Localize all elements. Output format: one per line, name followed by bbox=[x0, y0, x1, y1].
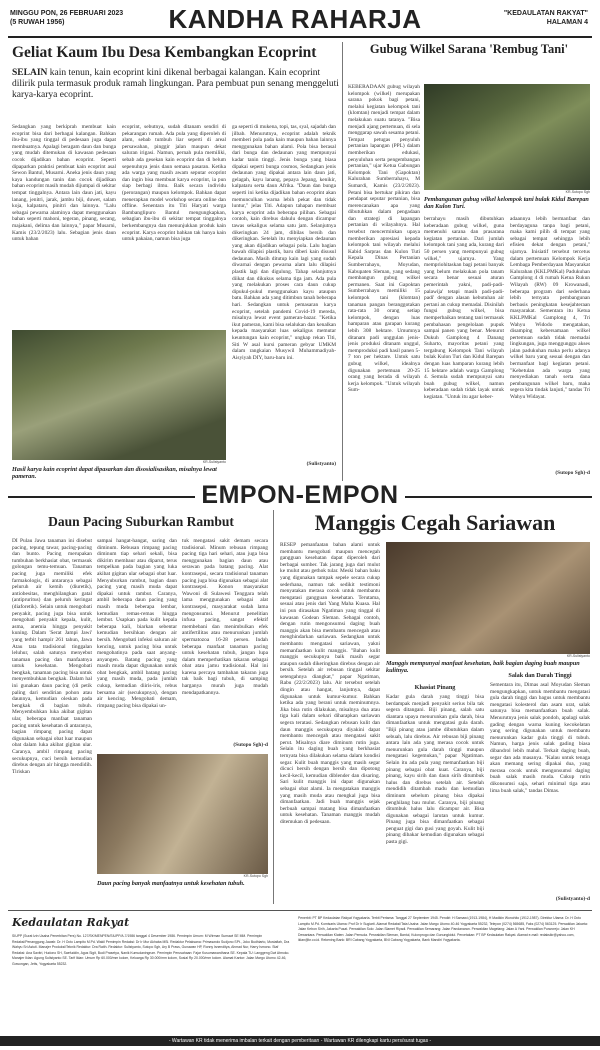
masthead-date-block bbox=[10, 9, 123, 27]
article3-column-1: DI Pulau Jawa tanaman ini disebut pacing, tepung tawar, pacing-pacing dan bunto. Pacing merupakan tumbuhan berkhasiat obat, termasuk golongan temu-temuan. Tanaman pacing juga memiliki efek farmakologis, di antaranya sebagai peluruh air kemih (diuretik), antiobesitas, menghilangkan gatal (antipruritus) dan peluruh keringat (diaforetik). Selain untuk mengobati penyakit, pacing juga bisa untuk mengobati penyakit kepala, kulit, asma, anemia hingga penyakit kuning. Dalam 'Serat Jampi Jawi' yang terbit hampir 261 tahun, Jawa Atau tata tradisional tinggalan leluhur, salah satunya menyebut tanaman pacing dan manfaatnya untuk kesehatan. Mengobati bengkak, tanaman pacing bisa untuk menyembuhkan bengkak. Dalam hal ini gunakan daun pacing (di petik paling dari sendirian pohon atau daunnya, kemudian oleskan pada bengkak di bagian tubuh. Menyembuhkan luka akibat gigitan ular, beberapa manfaat tanaman pacing untuk kesehatan di antaranya, bagian rimpang pacing dapat digunakan sebagai obat luar maupun obat dalam luka akibat gigitan ular. Caranya, ambil rimpang pacing secukupnya, cuci bersih kemudian direbus dengan air hingga mendidih. Tiriskan bbox=[12, 538, 92, 775]
masthead-hijri: (5 RUWAH 1956) bbox=[10, 19, 65, 26]
imprint-right: Penerbit: PT BP Kedaulatan Rakyat Yogyakarta. Terbit Pertama: Tanggal 27 September 1945. Pendiri: H Samawi (1913-1984), H Madikin Wonohito (1912-1987). Direktur Utama: Dr. H Octo Lampito M.Pd. Komisaris Utama: Prof Dr Ir Sugiarti. Alamat Redaksi/Tata Usaha: Jalan Margo Utomo 40-46 Yogyakarta 55232, Telepon (0274) 565685, Faks (0274) 563125. Perwakilan Jakarta: Jalan Kebon Sirih, Jakarta Pusat. Perwakilan Solo: Jalan Slamet Riyadi. Perwakilan Semarang: Jalan Pandanaran. Perwakilan Magelang: Jalan A Yani. Perwakilan Purworejo: Jalan KH Dewantara. Perwakilan Klaten: Jalan Pemuda. Perwakilan Sleman, Bantul, Kulonprogo dan Gunungkidul. Percetakan: PT BP Kedaulatan Rakyat. Alamat e-mail: redaksikr@yahoo.com, iklan@kr.co.id. Rekening Bank: BRI Cabang Yogyakarta, BNI Cabang Yogyakarta, Bank Mandiri Yogyakarta. bbox=[298, 916, 588, 943]
masthead-page: HALAMAN 4 bbox=[546, 19, 588, 26]
article4-headline: Manggis Cegah Sariawan bbox=[314, 510, 556, 535]
imprint-left: SIUPP (Surat Izin Usaha Penerbitan Pers) No. 127/SK/MENPEN/SIUPP/A.7/1986 tanggal 4 Desember 1986. Pemimpin Umum: M Wirman Sumawi SE MM. Pemimpin Redaksi/Penanggung Jawab: Dr. H Octo Lampito M.Pd. Wakil Pemimpin Redaksi: Dr Ir Mur Akhaba MSi. Redaktur Pelaksana: Primaswolo Sudjono SPt., Joko Budhiarto, Mustafiah, Dra Wahyu Sri Astuti. Manajer Produksi/Teknik Redaktur: Dra Ratih. Redaktur: Sulistyanto, Sutopo Sgh, Ary B Prass, Gunawan HP, Ronny Isnenditya, Ahmad Nur, Harry Ismono. Staf Redaksi: Ana Savitri, Hudono SH, Saefuddin, Agus Sigit, Budi Prasetya, Nanik Kumudaningrum. Pemimpin Perusahaan: Fajar Kusumawardhana SE. Kepala TU: Langgeng Dwi Atmoko. Manajer Iklan: Agung Sulistyanto SE. Tarif Iklan: Umum Rp 60.000/mm kolom, Keluarga Rp 30.000/mm kolom, Sosial Rp 20.000/mm kolom. Alamat Kantor: Jalan Margo Utomo 42-46, Gowongan, Jetis, Yogyakarta 55232. bbox=[12, 934, 290, 966]
article4-caption: Manggis mempunyai manfaat kesehatan, baik bagian daging buah maupun kulitnya. bbox=[386, 660, 580, 675]
article3-caption: Daun pacing banyak manfaatnya untuk kesehatan tubuh. bbox=[97, 880, 245, 887]
article1-column-2: ecoprint, sebutnya, sudah ditanam sendiri di pekarangan rumah. Ada pula yang diperoleh di alam, sebab tumbuh liar seperti di areal persawahan, pinggir jalan maupun dekat saluran irigasi. Namun, pernah pula memiliki, sebab ada gesekan kain ecoprint dan di belum sepenuhnya jenis daun semasa pasaran. Ketika ada warga yang masih awam seputar ecoprint dan ingin bisa membuat karya ecoprint, ia pun siap berbagi ilmu. Baik secara individu (perorangan) maupun kelompok. Bahkan dapat menerapkan model workshop secara online dan offline. Senentara itu Titi Haryati warga Bambanglipuro Bantul mengungkapkan, sebagian ibu-ibu di sekitar tempat tinggalnya berkembangnya dan menunjukkan produk kain ecoprint. Karya ecoprint bahkan tak hanya kain untuk pakaian, namun bisa juga bbox=[122, 124, 226, 243]
article1-photo bbox=[12, 330, 226, 460]
masthead-title: KANDHA RAHARJA bbox=[168, 4, 422, 34]
article3-column-3: tuk mengatasi sakit demam secara tradisional. Minum rebusan rimpang pacing tiga hari sehari, atau juga bisa menggunakan bagian daun atau serawan pada batang pacing. Alat kontrasepsi, secara tradisional tanaman pacing juga bisa digunakan sebagai alat kontrasepsi. Konon masyarakat Wawoni di Sulawesi Tenggara telah lama menggunakan sebagai alat kontrasepsi, masyarakat sudah lama mengonsumsi. Menurut penelitian infusa pacing, sangat efektif membebani dan menimbulkan efek antifertilitas atau menurunkan jumlah spermatozoa 16-28 persen. Indah beberapa manfaat tanaman pacing untuk kesehatan tubuh, jangan lupa dalam memperhatikan takaran sebagai obat atau jamu tradisional. Hal ini karena percaya tambahan takaran juga tak baik bagi tubuh, di samping harganya murah juga mudah mendapatkannya. bbox=[182, 538, 268, 696]
article4-photo-credit: KR-Sulistyanto bbox=[566, 654, 590, 658]
section-banner: EMPON-EMPON bbox=[195, 481, 404, 509]
article1-column-1: Sedangkan yang berkiprah membuat kain ecoprint bisa dari berbagai kalangan. Bahkan ibu-ibu yang tinggal di pedesaan juga dapat membuatnya. Apalagi beragam daun dan bunga yang mudah ditemukan di kawasan pedesaan cocok dijadikan bahan ecoprint. Seperti dipaparkan praktisi pembuat kain ecoprint asal Sewon Bantul, Musarni. Aneka jenis daun yang kaya kandungan tanin dan cocok dijadikan bahan ecoprint masih mudah dijumpai di sekitar tempat tinggalnya. Antara lain daun jati, kayu lanang, jenitri, jarak, jambu biji, duwet, salam koja, kalpataru, pinitri dan lainnya. "Lalu sebagai pewarna alaminya dapat menggunakan bahan seperti mahoni, tegeran, pinang, secang, majakani, delima dan lainnya," papar Musarni, Kamis (23/2/2023) lalu. Sebagian jenis daun untuk bahan bbox=[12, 124, 116, 243]
article3-byline: (Sutopo Sgh)-d bbox=[233, 742, 268, 748]
article1-lead-kicker: SELAIN bbox=[12, 68, 48, 78]
article4-subhead-salak: Salak dan Darah Tinggi bbox=[508, 672, 572, 679]
article4-photo bbox=[386, 542, 590, 654]
article4-column-3: Sementara itu, Dimas asal Moyudan Sleman mengungkapkan, untuk membantu mengatasi gula darah tinggi dan bagus untuk membantu mengatasi kolesterol dan asam urat, salak satunya bisa memanfaatkan buah salak. Menurutnya jenis salak pondoh, apalagi salak gading dengan warna kuning kecokelatan yang sering digunakan untuk membantu menurunkan kadar gula tinggi di tubuh. Namun, harga jenis salak gading biasa dibandrol lebih mahal. Terkait daging buah, segar dan ada masanya. "Kalau untuk tenaga akan memang sering dipakai dua, yang merasa cocok untuk mengonsumsi daging buah salak masih muda. Cukup rutin dikonsumsi saja, sehari minimal tiga atau lima buah salak," tandas Dimas. bbox=[490, 682, 590, 794]
section-banner-wrap bbox=[0, 482, 600, 508]
article3-photo bbox=[97, 754, 268, 874]
article2-column-3: adaannya lebih bermanfaat dan berdayaguna tanpa bagi petani, maka kami pilih di tempat yang sebagai tempat sehingga lebih efisien dekat dengan petani," ujarnya. Inisiatif tersebut tercetus dalam pertemuan Kelompok Kerja Lembaga Pemberdayaan Masyarakat Kalurahan (KKLPMKal) Padukuhan Gamplong 4 di rumah Ketua Rukun Wilayah (RW) 09 Krowanadi, beberapa program dari sederhana lebih ternyata pembangunan berbasis peningkatan kesejahteraan masyarakat. Sementara itu Ketua KKLPMKal Gamplong 4, Tri Wahyu Widodo mengatakan, disamping kebersamaan wilkel pertemuan sudah tidak memadai lingkungan, juga menggunggu akses jalan padukuhan maka perlu adanya wilkel baru yang sesuai dengan dan bermanfaat bagi kegiatan petani. "Kebetulan ada warga yang menyediakan tanah serta dana pembangunan wilkel baru, maka segera kita tindak lanjuti," tandas Tri Wahyu Widayat. bbox=[510, 216, 590, 401]
article2-headline: Gubug Wilkel Sarana 'Rembug Tani' bbox=[369, 42, 569, 56]
article4-column-1: RESEP pemanfaatan bahan alami untuk membantu mengobati maupun mencegah gangguan kesehatan dapat diperoleh dari berbagai sumber. Tak jarang juga dari mulut ke mulut atau gethok tular. Meski bahan baku yang digunakan tampak sepele secara cukup sederhana, namun tak sedikit testimoni menyatakan merasa cocok untuk membantu mengatasi gangguan kesehatan. Terutama, sesuai atau jenis dari Yang Maha Kuasa. Hal ini pun dirasakan Ngatiman yang tinggal di kawasan Godean Sleman. Sebagai contoh, dengan rutin mengonsumsi daging buah manggis akan bisa membantu mencegah atau menghindarkan sariawan. Sedangkan untuk membantu mengatasi sariawan, yakni memanfaatkan kulit manggis. "Bahan kulit manggis secukupnya baik masih segar ataupun sudah dikeringkan direbus dengan air bersih. Setelah air rebusan tinggal sekitar setengahnya diangkat," papar Ngatiman, Rabu (22/2/2023) lalu. Air tersebut setelah dingin atau hangat, lanjutnya, dapat digunakan untuk kumur-kumur. Bahkan ketika ada yang berani untuk meminumnya. Jika bisa rutin dilakukan, misalnya dua atau tiga kali dalam sehari diharapkan sariawan segera teratasi. Sedangkan rebusan kulit dan daun manggis secukupnya diyakini dapat membantu mencegah atau mengatasi sakit perut. Misalnya diare diminum rutin juga. Selain itu daging buah yang berkhasiat ternyata bisa dilakukan selama dalam kondisi segar. Kulit buah manggis yang masih segar dicuci bersih dengan bersih dan dipotong kecil-kecil, kemudian diblender dan disaring. Sari kulit manggis ini dapat digunakan sebagai obat alami. Ia mengatakan manggis yang masih muda atau mengkal juga bisa dimanfaatkan. Jadi buah manggis sejak berbuah sampai matang bisa dimanfaatkan untuk kesehatan. Tanaman manggis mudah ditemukan di pedesaan. bbox=[280, 542, 380, 825]
masthead-rule bbox=[8, 36, 592, 38]
article1-caption: Hasil karya kain ecoprint dapat dipasarkan dan disosialisasikan, misalnya lewat pameran. bbox=[12, 466, 217, 481]
column-divider bbox=[342, 42, 343, 486]
article4-byline: (Sulistyanto)-d bbox=[555, 896, 590, 902]
masthead-rubric: "KEDAULATAN RAKYAT" bbox=[503, 10, 588, 17]
article2-photo bbox=[424, 84, 590, 190]
article2-column-2: berrahayu masih dibutuhkan keberadaan gubug wilkel, guna memenuhi sarana dan prasarana kegiatan pertanian. Dari jumlah kelompok tani yang ada, kurang dari 50 persen yang mempunyai gubug wilkel," ujarnya. Yang mempriohitaskan bagi petani banyak yang belum melakukan pola tanam secara benar sesuai aturan pemerintah yakni, padi-padi-palawija' tetapi masih padi-padi-padi' dengan alasan kebutuhan air pertani an cukup memadai. Disinilah fungsi gubug wilkel, bisa memperbaikan tentang tani termasuk pembahasan pengelolaan pupuk sampai panen yang benar. Menurut Dukuh Gamplong 4 Danang Suharto, mayoritas petani yang tergabung Kelompok Tani wilayah bulak Kulon Turi dan Kidul Barepan dengan luas hamparan kurang lebih 15 hektare adalah warga Gamplong 4. Semula sudah mempunyai satu buah gubug wilkel, namun keberadaan sudah tidak layak untuk kegiatan. "Untuk itu agar keber- bbox=[424, 216, 504, 401]
article1-byline: (Sulistyanto) bbox=[306, 461, 336, 467]
article1-column-3: ga seperti di mukena, topi, tas, syal, sajadah dan jilbab. Menurutnya, ecoprint adalah teknik memberi pola pada kain maupun bahan lainnya menggunakan bahan alami. Pola bisa berasal dari bunga dan dedaunan yang mempunyai kadar tanin tinggi. Jenis bunga yang biasa dipakai seperti bunga cosmos, Sedangkan jenis dedaunan yang dipakai antara lain daun jati, gelagah, kayu lanang, pepaya Jepang, kenikir, kalpataru serta daun Afrika. "Daun dan bunga seperti ini ketika dijadikan bahan ecoprint akan memunculkan warna lebih pekat dan tidak luntur," jelas Titi. Adapun tahapan membuat karya ecoprint ada beberapa pilihan. Sebagai contoh, kain direbus dahulu dengan dicampur tawas sekaligus selama satu jam. Selanjutnya dikeringkan 24 jam, dibilas bersih dan dikeringkan. Setelah itu menyiapkan dedaunan yang akan dijadikan sebagai pola. Lalu bagian bawah dilapisi plastik, baru diberi kain disusul dedaunan. Masih ditutup kain lagi yang sudah diwarnai dengan pewarna alam lalu dilapisi plastik lagi dan digulung. Tahap selanjutnya diikat dan dikukus selama tiga jam. Ada pula yang melakukan proses cara daun cukup dipukul-pukul menggunakan kayu ataupun batu. Bahkan ada yang ditimbun tanah beberapa hari. Sedangkan untuk pemasaran karya ecoprint, setelah pandemi Covid-19 mereda, misalnya lewat event pameran-bazar. "Ketika ikut pameran, kami bisa selalukan dan kenalkan kepada masyarakat luas sekaligus memutar keuntungan kain ecoprint," ungkap rekan Titi, Siti W asal kursi pameran gebyar UMKM dalam rangkaian Musywil Muhammadiyah-Aisyiyah DIY, baru-baru ini. bbox=[232, 124, 336, 361]
article3-photo-credit: KR-Sutopo Sgh bbox=[243, 874, 268, 878]
masthead-rubric-block bbox=[504, 9, 588, 27]
article1-lead bbox=[12, 68, 342, 114]
article1-headline: Geliat Kaum Ibu Desa Kembangkan Ecoprint bbox=[12, 44, 317, 61]
article2-byline: (Sutopo Sgh)-d bbox=[555, 470, 590, 476]
article1-photo-credit: KR-Sulistyanto bbox=[202, 460, 226, 464]
article2-column-1: KEBERADAAN gubug wilayah kelompok (wilkel) merupakan sarana pokok bagi petani, melalui kegiatan kelompok tani (klomtan) menjadi tempat dalam melakukan suatu tatanya. "Bisa menjadi ajang pertemuan, di sela menggarap sawah sesama petani. Tempat petugas penyuluh pertanian lapangan (PPL) dalam memberikan edukasi, penyuluhan serta pengembangan pertanian," ujar Ketua Gabungan Kelompok Tani (Gapoktan) Kalurahan Sumberrahayu, M Sumardi, Kamis (23/2/2023). Petani bisa bertukar pikiran dan pendapat seputar pertanian, bisa merencanakan apa yang dibutuhkan dalam pengadaan dan strategi di lapangan pertanian di wilayahnya. Hal tersebut mencerminkan upaya memberikan apresiasi kepada kelompok tani wilayah melalui Kabid Sarpras dan Kulon Tuti Kepala Dinas Pertanian Sumberrahayu, Moyudan, Kabupaten Sleman, yang sedang membangun gubug wilkel permanen. Saat ini Gapoktan Sumberrahayu memiliki 15 kelompok tani (klomtan) tanaman pangan beranggotakan rata-rata 30 orang setiap kelompok, dengan luas hamparan atau garapan kurang lebih 308 hektare. Umumnya ditanam padi unggulan jenis-jenis produksi ditanam unggul, memproduksi padi hasil panen 5-7 ton per hektare. Untuk satu gubug wilkel, idealnya digunakan pertemuan 20-25 orang yang berada di wilayah kerja kelompok. "Untuk wilayah Sum- bbox=[348, 84, 420, 394]
article3-column-2: sampai hangat-hangat, saring dan diminum. Rebusan rimpang pacing diminum tiap sehari sekali, bisa dikirim membaur atau diparut, terus tempelkan pada bagian yang luka akibat gigitan ular sebagai obat luar. Menyuburkan rambut, bagian daun pacing yang masih muda dapat dipakai untuk rambut. Caranya, ambil beberapa daun pacing yang masih muda beberapa lembar, kemudian remas-remas hingga lembut. Usapkan pada kulit kepala beberapa kali, biarkan sebentar kemudian bersihkan dengan air bersih. Mengobati infeksi saluran air kencing, untuk pacing bisa untuk mengobatinya pada saat anyang-anyangen. Batang pacing yang masih muda dapat digunakan untuk obat bengkak, ambil batang pacing yang masih muda, pada jumlah cukup, kemudian diiris-iris, rebus bersama air (secukupnya), dengan air kencing. Mengobati demam, rimpang pacing bisa dipakai un- bbox=[97, 538, 177, 709]
imprint-footer: - Wartawan KR tidak menerima imbalan terkait dengan pemberitaan - Wartawan KR dilengkapi kartu pers/surat tugas - bbox=[0, 1036, 600, 1046]
column-divider-2 bbox=[273, 510, 274, 904]
imprint-rule bbox=[8, 910, 592, 911]
imprint-logo: Kedaulatan Rakyat bbox=[12, 916, 130, 929]
article4-subhead-pinang: Khasiat Pinang bbox=[414, 684, 456, 691]
masthead-date: MINGGU PON, 26 FEBRUARI 2023 bbox=[10, 10, 124, 17]
article2-caption: Pembangunan gubug wilkel kelompok tani bulak Kidul Barepan dan Kulon Turi. bbox=[424, 196, 589, 211]
article2-photo-credit: KR-Sutopo Sgh bbox=[565, 190, 590, 194]
article4-column-2: Kadar gula darah yang tinggi bisa berdampak menjadi penyakit serius bila tak segera ditangani. Biji pinang, salah satu diantara upaya menurunkan gula darah, bisa dimanfaatkan untuk mengatasi gula darah. "Biji pinang atau jambe dibutuhkan dalam sebuah, lalu direbus. Air rebusan biji pinang antara lain ada yang merasa cocok untuk menurunkan gula darah tinggi maupun mengatasi kegemukan," papar Ngatiman. Selain itu ada pula yang memanfaatkan biji pinang sebagai obat kuat. Caranya, biji pinang, kayu sirih dan daun sirih ditumbuk halus dan direbus setelah air. Setelah mendidih ditambah madu dan kemudian diminum sebelum pinang bisa dipakai penghilang bau mulut. Caranya, biji pinang ditumbuk halus lalu dicampur air. Bisa digunakan sebagai larutan untuk kumur. Pinang juga bisa dimanfaatkan sebagai penguat gigi dan gusi yang goyah. Kulit biji pinang dibakar kemudian digunakan sebagai pasta gigi. bbox=[386, 694, 484, 846]
article1-lead-text: kain tenun, kain ecoprint kini dikenal berbagai kalangan. Kain ecoprint dilirik pula termasuk produk ramah lingkungan. Para pembuat pun senang menggeluti karya-karya ecoprint. bbox=[12, 68, 339, 100]
article3-headline: Daun Pacing Suburkan Rambut bbox=[48, 514, 234, 529]
